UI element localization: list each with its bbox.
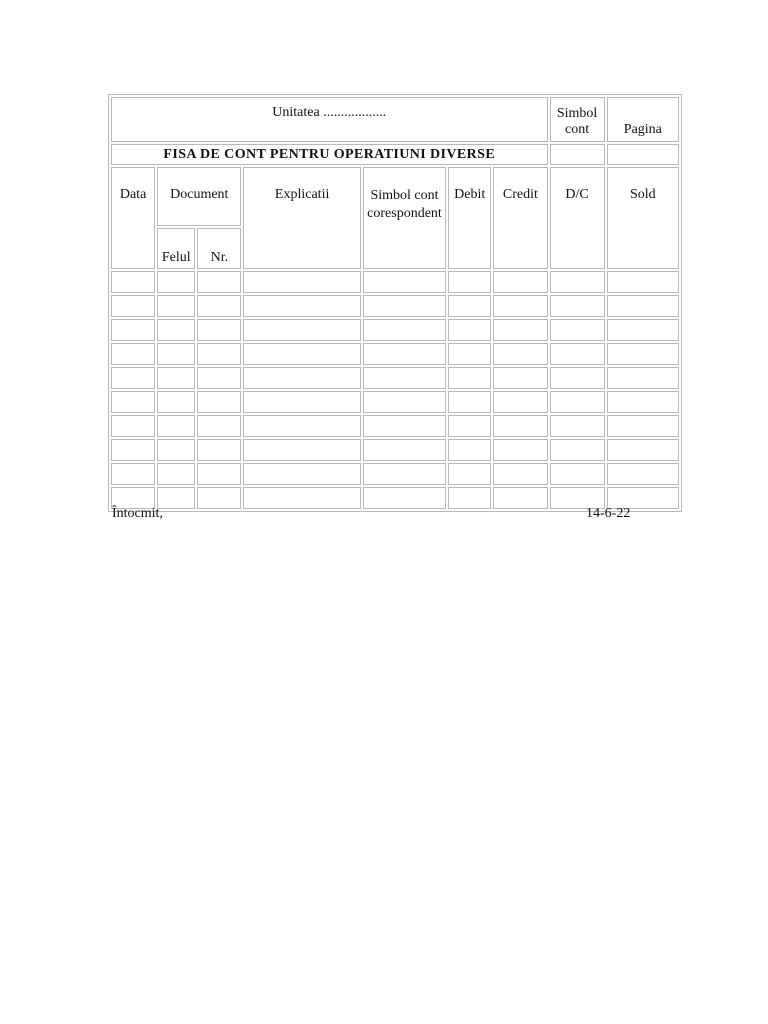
- cell-debit[interactable]: [448, 271, 491, 293]
- cell-nr[interactable]: [197, 463, 241, 485]
- cell-credit[interactable]: [493, 463, 547, 485]
- cell-data[interactable]: [111, 439, 155, 461]
- cell-dc[interactable]: [550, 415, 605, 437]
- account-sheet-table: [108, 94, 682, 512]
- table-body: [111, 97, 679, 509]
- cell-credit[interactable]: [493, 271, 547, 293]
- account-symbol-field[interactable]: [550, 144, 605, 165]
- table-row: [111, 295, 679, 317]
- cell-credit[interactable]: [493, 319, 547, 341]
- cell-credit[interactable]: [493, 295, 547, 317]
- cell-data[interactable]: [111, 343, 155, 365]
- cell-debit[interactable]: [448, 463, 491, 485]
- column-header-credit: Credit: [493, 167, 547, 269]
- cell-sold[interactable]: [607, 415, 679, 437]
- column-header-document: Document: [157, 167, 241, 226]
- cell-dc[interactable]: [550, 295, 605, 317]
- column-header-dc: D/C: [550, 167, 605, 269]
- column-header-explicatii: Explicatii: [243, 167, 360, 269]
- cell-dc[interactable]: [550, 367, 605, 389]
- column-header-nr: Nr.: [197, 228, 241, 269]
- cell-debit[interactable]: [448, 487, 491, 509]
- account-symbol-label: Simbol cont: [550, 97, 605, 142]
- cell-credit[interactable]: [493, 367, 547, 389]
- cell-nr[interactable]: [197, 343, 241, 365]
- cell-explicatii[interactable]: [243, 367, 360, 389]
- column-header-simbol-cont-corespondent: Simbol cont corespondent: [363, 167, 446, 269]
- cell-data[interactable]: [111, 463, 155, 485]
- cell-explicatii[interactable]: [243, 343, 360, 365]
- cell-felul[interactable]: [157, 415, 195, 437]
- cell-data[interactable]: [111, 271, 155, 293]
- cell-felul[interactable]: [157, 463, 195, 485]
- cell-sold[interactable]: [607, 367, 679, 389]
- unit-label: Unitatea ..................: [111, 97, 548, 142]
- form-code: 14-6-22: [586, 506, 631, 521]
- cell-nr[interactable]: [197, 367, 241, 389]
- cell-debit[interactable]: [448, 319, 491, 341]
- cell-sold[interactable]: [607, 391, 679, 413]
- prepared-by-label: Întocmit,: [112, 506, 163, 521]
- page-number-field[interactable]: [607, 144, 679, 165]
- cell-felul[interactable]: [157, 343, 195, 365]
- column-header-data: Data: [111, 167, 155, 269]
- cell-credit[interactable]: [493, 487, 547, 509]
- cell-explicatii[interactable]: [243, 439, 360, 461]
- cell-nr[interactable]: [197, 391, 241, 413]
- cell-dc[interactable]: [550, 343, 605, 365]
- cell-debit[interactable]: [448, 295, 491, 317]
- cell-credit[interactable]: [493, 439, 547, 461]
- cell-felul[interactable]: [157, 391, 195, 413]
- column-header-sold: Sold: [607, 167, 679, 269]
- cell-simbol-cont-corespondent[interactable]: [363, 415, 446, 437]
- cell-sold[interactable]: [607, 271, 679, 293]
- cell-simbol-cont-corespondent[interactable]: [363, 295, 446, 317]
- cell-simbol-cont-corespondent[interactable]: [363, 439, 446, 461]
- cell-simbol-cont-corespondent[interactable]: [363, 391, 446, 413]
- cell-debit[interactable]: [448, 415, 491, 437]
- cell-sold[interactable]: [607, 343, 679, 365]
- cell-dc[interactable]: [550, 271, 605, 293]
- cell-nr[interactable]: [197, 439, 241, 461]
- cell-simbol-cont-corespondent[interactable]: [363, 343, 446, 365]
- cell-felul[interactable]: [157, 319, 195, 341]
- cell-explicatii[interactable]: [243, 295, 360, 317]
- column-header-felul: Felul: [157, 228, 195, 269]
- table-row: [111, 415, 679, 437]
- cell-explicatii[interactable]: [243, 463, 360, 485]
- cell-dc[interactable]: [550, 319, 605, 341]
- cell-felul[interactable]: [157, 271, 195, 293]
- cell-data[interactable]: [111, 295, 155, 317]
- header-row-title: [111, 144, 679, 165]
- cell-nr[interactable]: [197, 487, 241, 509]
- page-label: Pagina: [607, 97, 679, 142]
- cell-nr[interactable]: [197, 319, 241, 341]
- cell-sold[interactable]: [607, 463, 679, 485]
- table-row: [111, 439, 679, 461]
- cell-data[interactable]: [111, 391, 155, 413]
- cell-felul[interactable]: [157, 367, 195, 389]
- cell-credit[interactable]: [493, 415, 547, 437]
- header-row-unit: [111, 97, 679, 142]
- table-row: [111, 271, 679, 293]
- cell-data[interactable]: [111, 415, 155, 437]
- cell-explicatii[interactable]: [243, 415, 360, 437]
- cell-felul[interactable]: [157, 295, 195, 317]
- cell-debit[interactable]: [448, 439, 491, 461]
- cell-data[interactable]: [111, 367, 155, 389]
- table-row: [111, 343, 679, 365]
- cell-explicatii[interactable]: [243, 487, 360, 509]
- cell-sold[interactable]: [607, 319, 679, 341]
- cell-nr[interactable]: [197, 271, 241, 293]
- cell-explicatii[interactable]: [243, 319, 360, 341]
- column-header-debit: Debit: [448, 167, 491, 269]
- cell-simbol-cont-corespondent[interactable]: [363, 319, 446, 341]
- column-header-row: [111, 167, 679, 226]
- cell-dc[interactable]: [550, 391, 605, 413]
- cell-debit[interactable]: [448, 391, 491, 413]
- cell-explicatii[interactable]: [243, 391, 360, 413]
- cell-dc[interactable]: [550, 439, 605, 461]
- cell-simbol-cont-corespondent[interactable]: [363, 367, 446, 389]
- cell-credit[interactable]: [493, 343, 547, 365]
- cell-dc[interactable]: [550, 463, 605, 485]
- table-row: [111, 319, 679, 341]
- cell-felul[interactable]: [157, 439, 195, 461]
- cell-credit[interactable]: [493, 391, 547, 413]
- cell-simbol-cont-corespondent[interactable]: [363, 487, 446, 509]
- cell-explicatii[interactable]: [243, 271, 360, 293]
- table-row: [111, 367, 679, 389]
- form-title: FISA DE CONT PENTRU OPERATIUNI DIVERSE: [111, 144, 548, 165]
- cell-nr[interactable]: [197, 415, 241, 437]
- cell-nr[interactable]: [197, 295, 241, 317]
- cell-simbol-cont-corespondent[interactable]: [363, 271, 446, 293]
- cell-debit[interactable]: [448, 367, 491, 389]
- cell-sold[interactable]: [607, 295, 679, 317]
- cell-simbol-cont-corespondent[interactable]: [363, 463, 446, 485]
- table-row: [111, 463, 679, 485]
- table-row: [111, 391, 679, 413]
- cell-sold[interactable]: [607, 439, 679, 461]
- cell-debit[interactable]: [448, 343, 491, 365]
- cell-data[interactable]: [111, 319, 155, 341]
